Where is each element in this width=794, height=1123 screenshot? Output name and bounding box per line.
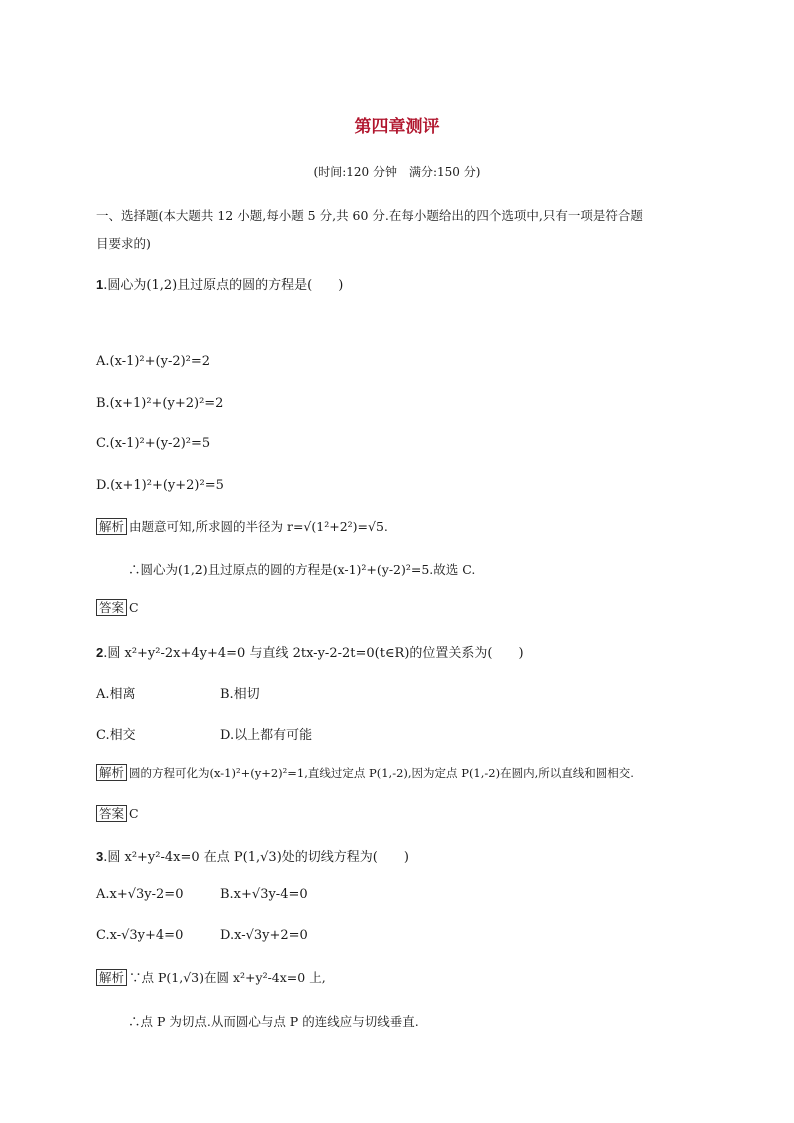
q3-analysis [96,968,326,986]
q3-analysis-text: ∵点 P(1,√3)在圆 x²+y²-4x=0 上, [129,970,326,985]
question-1 [96,274,343,293]
q1-option-d: D.(x+1)²+(y+2)²=5 [96,478,224,493]
q2-option-d: D.以上都有可能 [220,728,313,743]
q3-option-b: B.x+√3y-4=0 [220,887,308,902]
question-stem: .圆心为(1,2)且过原点的圆的方程是( ) [103,278,344,293]
q1-analysis-conclusion: ∴圆心为(1,2)且过原点的圆的方程是(x-1)²+(y-2)²=5.故选 C. [128,562,476,577]
section-instructions-line2: 目要求的) [96,236,151,251]
q1-option-a: A.(x-1)²+(y-2)²=2 [96,354,211,369]
question-3 [96,846,409,865]
answer-label: 答案 [96,805,127,822]
q1-answer [96,599,139,616]
answer-label: 答案 [96,599,127,616]
q2-analysis-text: 圆的方程可化为(x-1)²+(y+2)²=1,直线过定点 P(1,-2),因为定点 P(1,-2)在圆内,所以直线和圆相交. [129,766,634,780]
analysis-label: 解析 [96,518,127,535]
q2-answer [96,805,139,822]
question-number: 2 [96,645,104,660]
q2-option-b: B.相切 [220,687,260,702]
question-number: 3 [96,849,104,864]
q2-answer-value: C [129,806,139,821]
page-title: 第四章测评 [354,117,440,137]
analysis-label: 解析 [96,764,127,781]
question-number: 1 [96,277,104,292]
q3-option-c: C.x-√3y+4=0 [96,928,184,943]
q2-option-c: C.相交 [96,728,136,743]
analysis-label: 解析 [96,969,127,986]
q1-option-b: B.(x+1)²+(y+2)²=2 [96,396,224,411]
question-2 [96,642,524,661]
q1-option-c: C.(x-1)²+(y-2)²=5 [96,436,211,451]
q1-analysis-text: 由题意可知,所求圆的半径为 r=√(1²+2²)=√5. [129,519,388,534]
exam-info: (时间:120 分钟 满分:150 分) [313,165,481,179]
q3-option-a: A.x+√3y-2=0 [96,887,184,902]
section-instructions-line1: 一、选择题(本大题共 12 小题,每小题 5 分,共 60 分.在每小题给出的四个选项中,只有一项是符合题 [96,208,643,223]
q1-analysis [96,517,388,535]
q2-option-a: A.相离 [96,687,136,702]
q3-option-d: D.x-√3y+2=0 [220,928,308,943]
q1-answer-value: C [129,600,139,615]
q2-analysis [96,764,634,781]
question-stem: .圆 x²+y²-4x=0 在点 P(1,√3)处的切线方程为( ) [103,850,409,865]
question-stem: .圆 x²+y²-2x+4y+4=0 与直线 2tx-y-2-2t=0(t∈R)的位置关系为( ) [103,646,524,661]
q3-analysis-conclusion: ∴点 P 为切点.从而圆心与点 P 的连线应与切线垂直. [128,1014,419,1029]
